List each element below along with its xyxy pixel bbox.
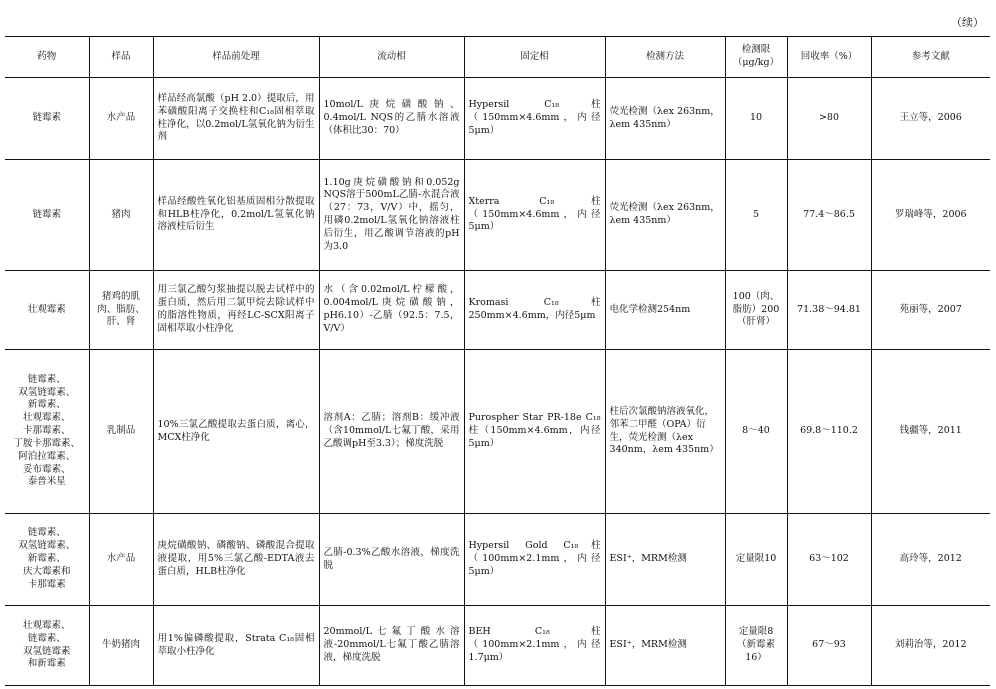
pretreatment-cell: 用三氯乙酸匀浆抽提以脱去试样中的蛋白质，然后用二氯甲烷去除试样中的脂溶性物质，再经LC-SCX阳离子固相萃取小柱净化 [153,271,319,350]
table-row [5,606,990,686]
sample-cell: 水产品 [89,78,153,160]
stationary-phase-cell: Kromasi C₁₈柱250mm×4.6mm，内径5μm [464,271,605,350]
stationary-phase-cell: Hypersil C₁₈柱（150mm×4.6mm，内径5μm） [464,78,605,160]
detection-method-cell: 柱后次氯酸钠溶液氧化，邻苯二甲醛（OPA）衍生，荧光检测（λex 340nm，λem 435nm） [605,350,725,514]
drug-cell [5,514,89,606]
header-mobile-phase: 流动相 [319,37,464,78]
drug-cell [5,271,89,350]
detection-limit-cell: 10 [725,78,787,160]
sample-cell: 牛奶猪肉 [89,606,153,686]
sample-cell: 水产品 [89,514,153,606]
drug-cell [5,606,89,686]
table-row [5,514,990,606]
pretreatment-cell: 样品经高氯酸（pH 2.0）提取后，用苯磺酸阳离子交换柱和C₁₈固相萃取柱净化，以0.2mol/L氢氧化钠为衍生剂 [153,78,319,160]
reference-cell: 钱疆等，2011 [871,350,990,514]
drug-name: 壮观霉素、 [22,619,71,631]
drug-name: 链霉素、 [27,527,66,539]
sample-cell: 猪鸡的肌肉、脂肪、肝、肾 [89,271,153,350]
table-row [5,271,990,350]
reference-cell: 高玲等，2012 [871,514,990,606]
drug-name: 丁胺卡那霉素、 [13,437,80,449]
reference-cell: 王立等，2006 [871,78,990,160]
table-row [5,160,990,271]
drug-name: 庆大霉素和 [22,565,71,577]
header-lod [725,37,787,78]
drug-name: 卡那霉素 [27,578,66,590]
table-row [5,78,990,160]
detection-method-cell: 荧光检测（λex 263nm，λem 435nm） [605,78,725,160]
table-body [5,78,990,686]
header-detection: 检测方法 [605,37,725,78]
recovery-cell: 77.4～86.5 [787,160,871,271]
detection-limit-cell: 8～40 [725,350,787,514]
drug-name: 链霉素 [32,208,61,220]
header-lod-line2: （μg/kg） [732,57,780,68]
mobile-phase-cell: 1.10g庚烷磺酸钠和0.052g NQS溶于500mL乙腈-水混合液（27：73，V/V）中，摇匀，用磷0.2mol/L氢氧化钠溶液柱后衍生，用乙酸调节溶液的pH为3.0 [319,160,464,271]
drug-name: 新霉素、 [27,399,66,411]
drug-name: 壮观霉素 [27,303,66,315]
detection-method-cell: 电化学检测254nm [605,271,725,350]
detection-limit-cell: 100（肉、脂肪）200（肝肾） [725,271,787,350]
stationary-phase-cell: Purospher Star PR-18e C₁₈柱（150mm×4.6mm，内径5μm） [464,350,605,514]
recovery-cell: 69.8～110.2 [787,350,871,514]
drug-cell [5,78,89,160]
sample-cell: 乳制品 [89,350,153,514]
drug-name: 双氢链霉素、 [18,386,76,398]
sample-cell: 猪肉 [89,160,153,271]
drug-cell [5,160,89,271]
drug-name: 链霉素 [32,112,61,124]
drug-cell [5,350,89,514]
table-row [5,350,990,514]
header-recovery: 回收率（%） [787,37,871,78]
stationary-phase-cell: Xterra C₁₈柱（150mm×4.6mm，内径5μm） [464,160,605,271]
header-drug: 药物 [5,37,89,78]
recovery-cell: >80 [787,78,871,160]
detection-methods-table [5,36,990,686]
header-stationary-phase: 固定相 [464,37,605,78]
drug-name: 双氢链霉素、 [18,540,76,552]
recovery-cell: 63～102 [787,514,871,606]
mobile-phase-cell: 溶剂A：乙腈；溶剂B：缓冲液（含10mmol/L七氟丁酸，采用乙酸调pH至3.3）；梯度洗脱 [319,350,464,514]
detection-limit-cell: 5 [725,160,787,271]
recovery-cell: 67～93 [787,606,871,686]
stationary-phase-cell: BEH C₁₈柱（100mm×2.1mm，内径1.7μm） [464,606,605,686]
detection-method-cell: ESI⁺，MRM检测 [605,606,725,686]
drug-name: 双氢链霉素 [22,645,71,657]
detection-method-cell: 荧光检测（λex 263nm，λem 435nm） [605,160,725,271]
detection-method-cell: ESI⁺，MRM检测 [605,514,725,606]
drug-name: 新霉素、 [27,553,66,565]
drug-name: 阿泊拉霉素、 [18,450,76,462]
detection-limit-cell: 定量限8（新霉素16） [725,606,787,686]
header-reference: 参考文献 [871,37,990,78]
drug-name: 壮观霉素、 [22,412,71,424]
detection-limit-cell: 定量限10 [725,514,787,606]
drug-name: 和新霉素 [27,658,66,670]
pretreatment-cell: 用1%偏磷酸提取，Strata C₁₈固相萃取小柱净化 [153,606,319,686]
drug-name: 链霉素、 [27,632,66,644]
pretreatment-cell: 庚烷磺酸钠、磷酸钠、磷酸混合提取液提取，用5%三氯乙酸-EDTA液去蛋白质，HLB柱净化 [153,514,319,606]
reference-cell: 罗瑞峰等，2006 [871,160,990,271]
table-header-row [5,37,990,78]
pretreatment-cell: 10%三氯乙酸提取去蛋白质，离心，MCX柱净化 [153,350,319,514]
drug-name: 链霉素、 [27,373,66,385]
mobile-phase-cell: 20mmol/L七氟丁酸水溶液-20mmol/L七氟丁酸乙腈溶液，梯度洗脱 [319,606,464,686]
stationary-phase-cell: Hypersil Gold C₁₈柱（100mm×2.1mm，内径5μm） [464,514,605,606]
header-sample: 样品 [89,37,153,78]
drug-name: 卡那霉素、 [22,425,71,437]
recovery-cell: 71.38～94.81 [787,271,871,350]
mobile-phase-cell: 乙腈-0.3%乙酸水溶液，梯度洗脱 [319,514,464,606]
mobile-phase-cell: 水（含0.02mol/L柠檬酸，0.004mol/L庚烷磺酸钠，pH6.10）-乙腈（92.5：7.5，V/V） [319,271,464,350]
mobile-phase-cell: 10mol/L庚烷磺酸钠、0.4mol/L NQS的乙腈水溶液（体积比30：70） [319,78,464,160]
drug-name: 泰普米星 [27,476,66,488]
reference-cell: 苑丽等，2007 [871,271,990,350]
reference-cell: 刘莉治等，2012 [871,606,990,686]
drug-name: 妥布霉素、 [22,463,71,475]
pretreatment-cell: 样品经酸性氧化铝基质固相分散提取和HLB柱净化，0.2mol/L氢氧化钠溶液柱后衍生 [153,160,319,271]
header-pretreatment: 样品前处理 [153,37,319,78]
continued-label: （续） [951,16,984,29]
header-lod-line1: 检测限 [741,44,771,56]
